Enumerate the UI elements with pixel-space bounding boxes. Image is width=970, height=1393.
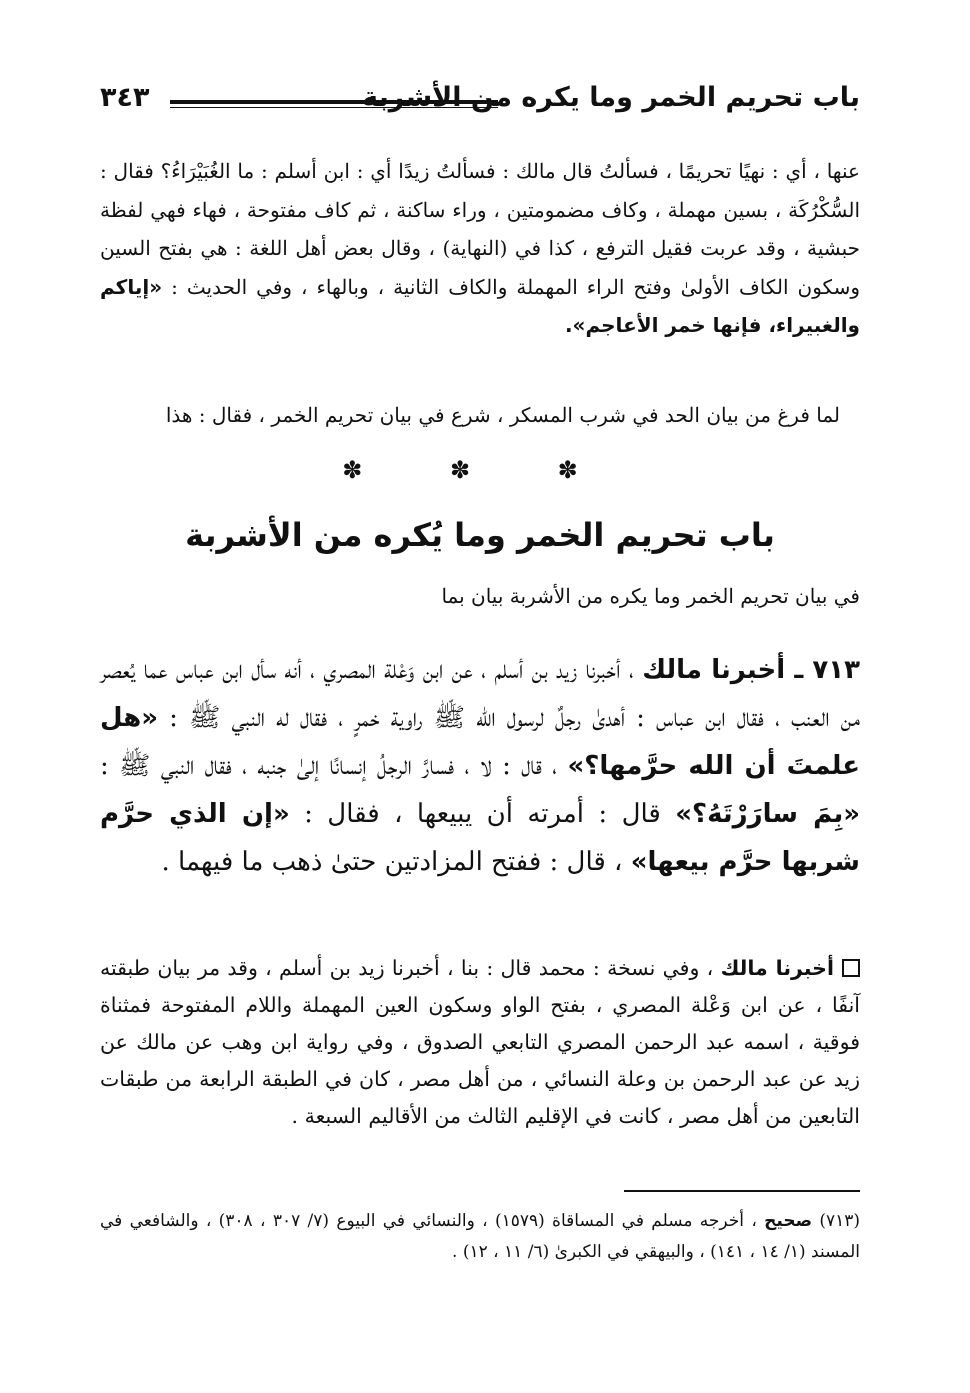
hadith-text-3: قال : أمرته أن يبيعها ، فقال :	[304, 799, 661, 829]
commentary-text: ، وفي نسخة : محمد قال : بنا ، أخبرنا زيد بن أسلم ، وقد مر بيان طبقته آنفًا ، عن ابن وَعْلة المصري ، بفتح الواو وسكون العين المهملة واللام المفتوحة فمثناة فوقية ، اسمه عبد الرحمن المصري التابعي الصدوق ، وفي رواية ابن وهب عن مالك عن زيد عن عبد الرحمن بن وعلة النسائي ، من أهل مصر ، كان في الطبقة الرابعة من طبقات التابعين من أهل مصر ، كانت في الإقليم الثالث من الأقاليم السبعة .	[100, 956, 860, 1128]
running-title: باب تحريم الخمر وما يكره من الأشربة	[362, 82, 860, 113]
chapter-intro: في بيان تحريم الخمر وما يكره من الأشربة بيان بما	[441, 584, 860, 608]
footnote-ref: (٧١٣)	[819, 1211, 860, 1231]
hadith-number-label: ٧١٣ ـ أخبرنا مالك	[642, 655, 860, 685]
commentary-paragraph	[100, 950, 860, 1135]
page-number: ٣٤٣	[100, 82, 150, 113]
footnote-text: ، أخرجه مسلم في المساقاة (١٥٧٩) ، والنسائي في البيوع (٧/ ٣٠٧ ، ٣٠٨) ، والشافعي في المسند (١/ ١٤ ، ١٤١) ، والبيهقي في الكبرىٰ (٦/ ١١ ، ١٢) .	[100, 1211, 860, 1262]
chapter-title: باب تحريم الخمر وما يُكره من الأشربة	[185, 516, 775, 554]
hadith-text-2: ، قال : لا ، فسارَّ الرجلُ إنسانًا إلىٰ جنبه ، فقال النبي ﷺ :	[100, 751, 558, 781]
footnote	[100, 1206, 860, 1268]
header-rule	[170, 100, 498, 108]
hadith-quote-2: «بِمَ سارَرْتَهُ؟»	[675, 799, 861, 829]
hadith-text-1: ، أخبرنا زيد بن أسلم ، عن ابن وَعْلة المصري ، أنه سأل ابن عباس عما يُعصر من العنب ، فقال ابن عباس : أهدىٰ رجلٌ لرسول الله ﷺ راوية خمرٍ ، فقال له النبي ﷺ :	[100, 655, 860, 733]
commentary-lead: أخبرنا مالك	[720, 956, 834, 980]
book-page	[100, 0, 860, 1393]
hadith-713	[100, 646, 860, 886]
section-divider-stars: ✽ ✽ ✽	[342, 456, 618, 484]
square-bullet-icon	[842, 959, 860, 977]
hadith-quote-3: «إن الذي حرَّم شربها حرَّم بيعها»	[100, 799, 860, 877]
opening-paragraph	[100, 152, 860, 345]
hadith-text-4: ، قال : ففتح المزادتين حتىٰ ذهب ما فيهما .	[161, 847, 623, 877]
running-header	[100, 78, 860, 122]
hadith-quote-1: «هل علمتَ أن الله حرَّمها؟»	[100, 703, 860, 781]
footnote-rule	[624, 1190, 860, 1192]
hadith-quote-ghubayra: «إياكم والغبيراء، فإنها خمر الأعاجم».	[100, 274, 860, 337]
opening-paragraph-text: عنها ، أي : نهيًا تحريمًا ، فسألتُ قال مالك : فسألتُ زيدًا أي : ابن أسلم : ما الغُبَيْرَاءُ؟ فقال : السُّكْرُكَة ، بسين مهملة ، وكاف مضمومتين ، وراء ساكنة ، ثم كاف مفتوحة ، فهاء فهي لفظة حبشية ، وقد عربت فقيل الترفع ، كذا في (النهاية) ، وقال بعض أهل اللغة : هي بفتح السين وسكون الكاف الأولىٰ وفتح الراء المهملة والكاف الثانية ، وبالهاء ، وفي الحديث :	[100, 159, 860, 299]
transition-paragraph: لما فرغ من بيان الحد في شرب المسكر ، شرع في بيان تحريم الخمر ، فقال : هذا	[165, 403, 840, 427]
footnote-grade: صحيح	[764, 1211, 812, 1231]
